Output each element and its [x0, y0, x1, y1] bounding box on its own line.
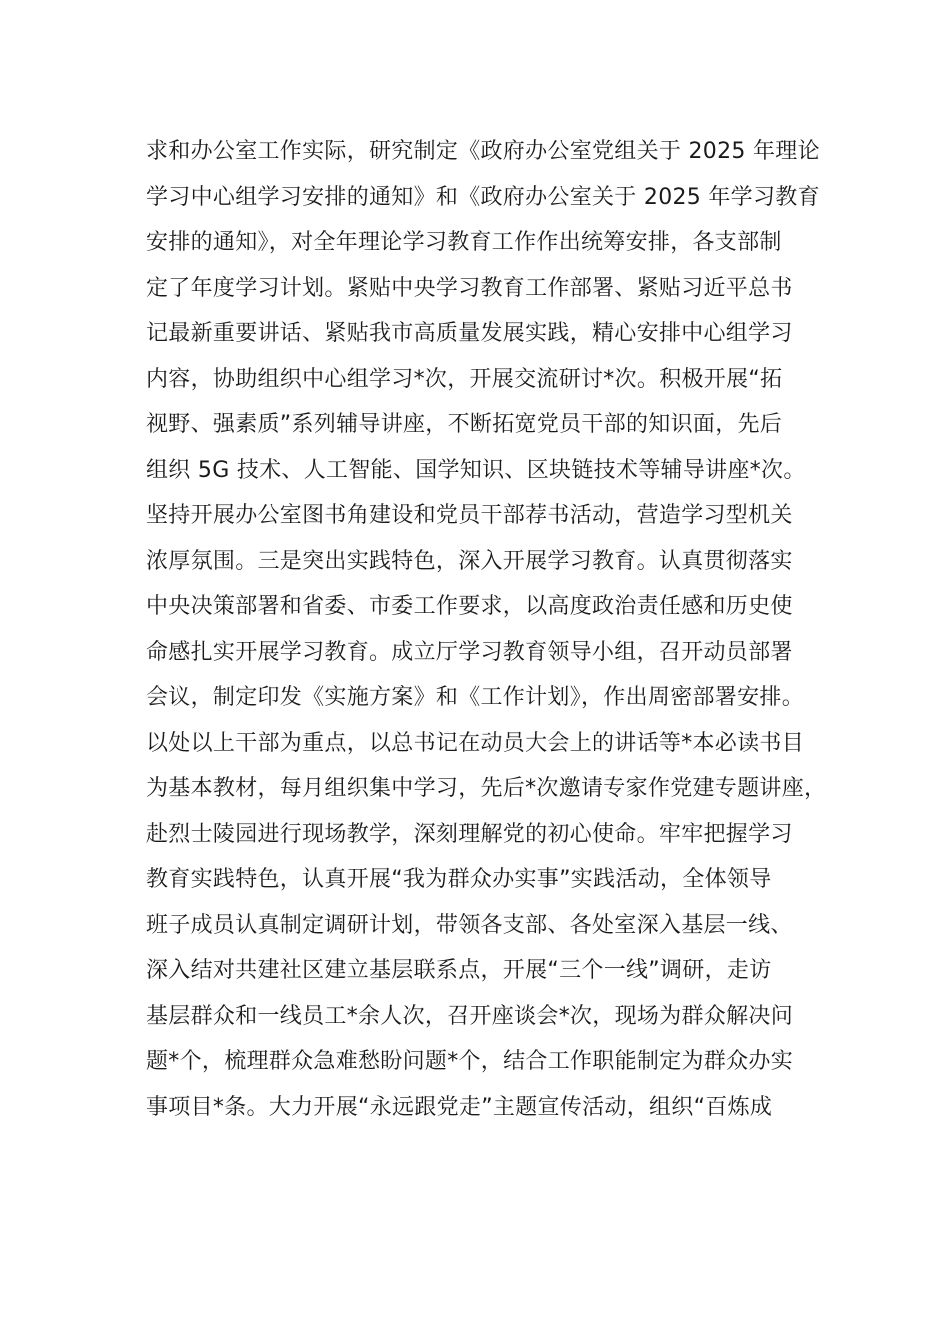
text-line-5: 记最新重要讲话、紧贴我市高质量发展实践，精心安排中心组学习 [146, 321, 793, 346]
text-line-16: 赴烈士陵园进行现场教学，深刻理解党的初心使命。牢牢把握学习 [146, 821, 793, 847]
text-line-14: 以处以上干部为重点，以总书记在动员大会上的讲话等*本必读书目 [146, 730, 805, 756]
text-line-22: 事项目*条。大力开展“永远跟党走”主题宣传活动，组织“百炼成 [146, 1094, 773, 1120]
text-line-4: 定了年度学习计划。紧贴中央学习教育工作部署、紧贴习近平总书 [146, 275, 793, 301]
text-line-20: 基层群众和一线员工*余人次，召开座谈会*次，现场为群众解决问 [146, 1003, 794, 1029]
text-line-11: 中央决策部署和省委、市委工作要求，以高度政治责任感和历史使 [146, 594, 793, 619]
text-line-1: 求和办公室工作实际，研究制定《政府办公室党组关于 2025 年理论 [146, 139, 820, 164]
text-line-2: 学习中心组学习安排的通知》和《政府办公室关于 2025 年学习教育 [146, 184, 820, 210]
text-line-10: 浓厚氛围。三是突出实践特色，深入开展学习教育。认真贯彻落实 [146, 548, 793, 574]
text-line-9: 坚持开展办公室图书角建设和党员干部荐书活动，营造学习型机关 [146, 503, 793, 528]
text-line-8: 组织 5G 技术、人工智能、国学知识、区块链技术等辅导讲座*次。 [146, 457, 806, 483]
text-line-6: 内容，协助组织中心组学习*次，开展交流研讨*次。积极开展“拓 [146, 366, 783, 392]
text-line-12: 命感扎实开展学习教育。成立厅学习教育领导小组，召开动员部署 [146, 639, 793, 665]
body-paragraph [146, 129, 826, 1130]
text-line-21: 题*个，梳理群众急难愁盼问题*个，结合工作职能制定为群众办实 [146, 1049, 794, 1074]
text-line-19: 深入结对共建社区建立基层联系点，开展“三个一线”调研，走访 [146, 958, 772, 983]
text-line-18: 班子成员认真制定调研计划，带领各支部、各处室深入基层一线、 [146, 912, 793, 938]
text-line-17: 教育实践特色，认真开展“我为群众办实事”实践活动，全体领导 [146, 867, 772, 892]
text-line-13: 会议，制定印发《实施方案》和《工作计划》，作出周密部署安排。 [146, 685, 805, 710]
text-line-3: 安排的通知》，对全年理论学习教育工作作出统筹安排，各支部制 [146, 230, 782, 255]
text-line-15: 为基本教材，每月组织集中学习，先后*次邀请专家作党建专题讲座， [146, 776, 827, 801]
text-line-7: 视野、强素质”系列辅导讲座，不断拓宽党员干部的知识面，先后 [146, 412, 783, 437]
